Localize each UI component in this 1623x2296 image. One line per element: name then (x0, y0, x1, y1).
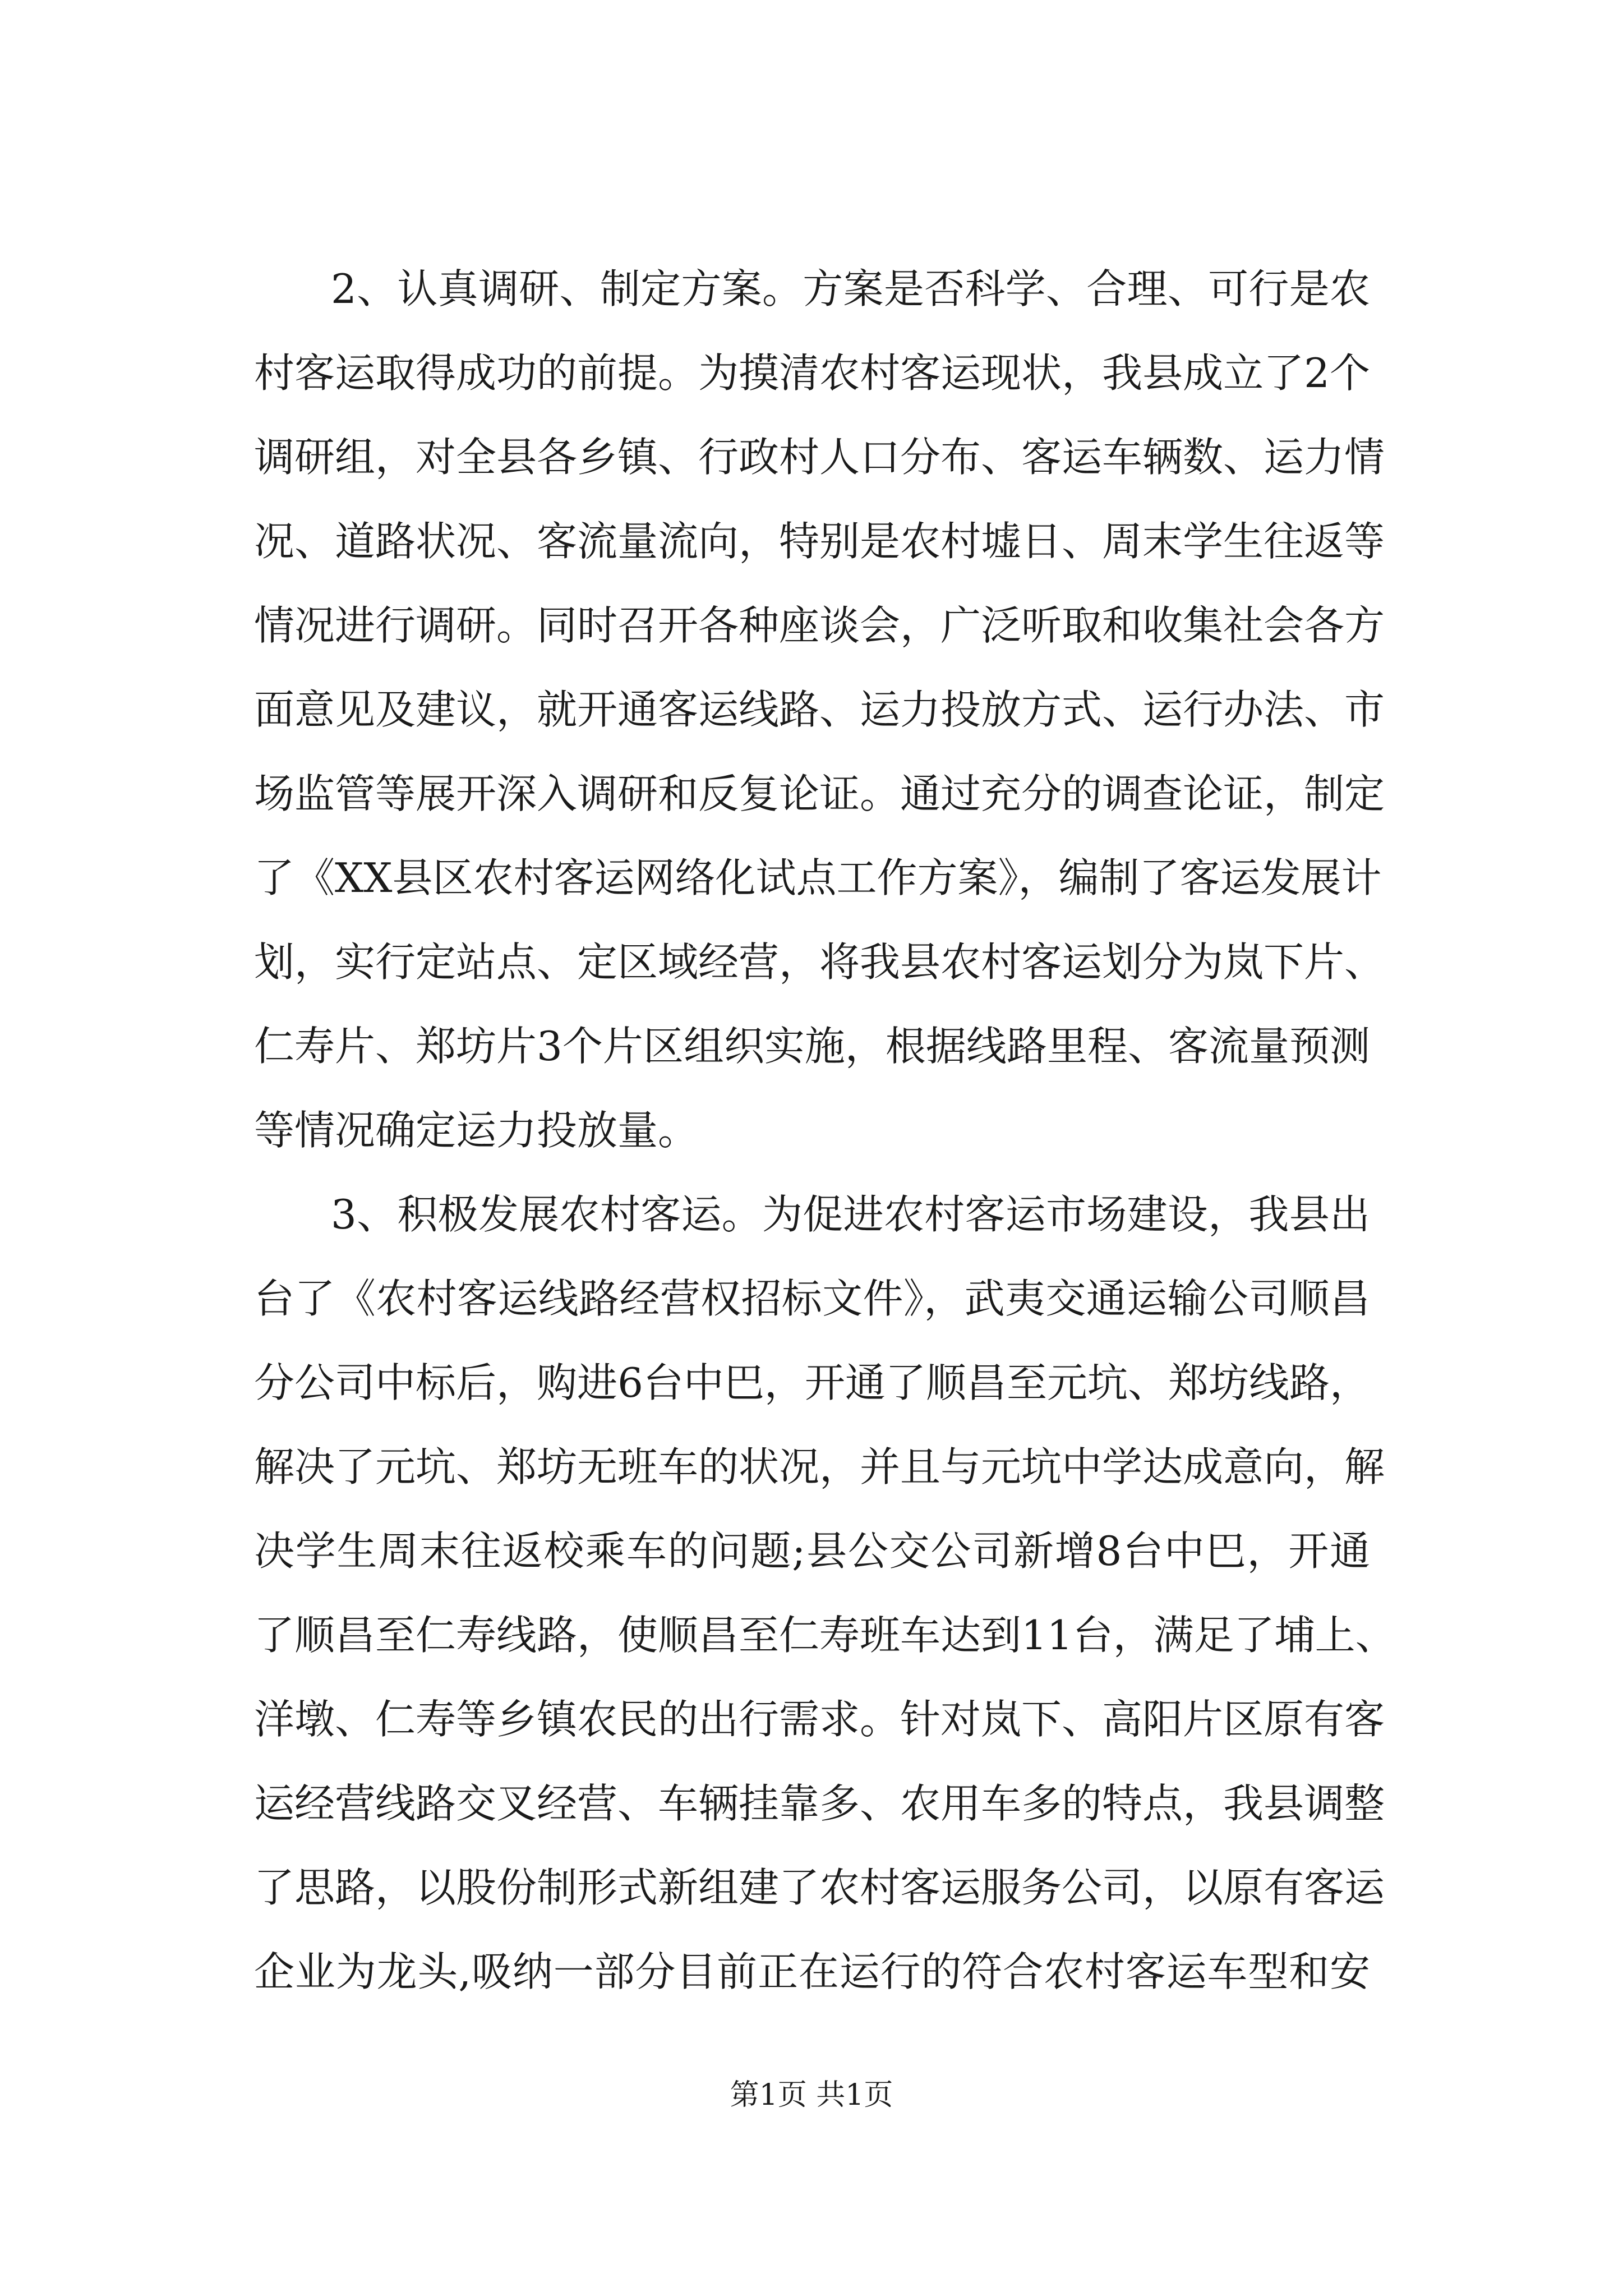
paragraph-line: 仁寿片、郑坊片3个片区组织实施，根据线路里程、客流量预测 (254, 1023, 1370, 1070)
paragraph-line: 村客运取得成功的前提。为摸清农村客运现状，我县成立了2个 (254, 349, 1370, 397)
paragraph-line: 划，实行定站点、定区域经营，将我县农村客运划分为岚下片、 (254, 938, 1385, 986)
page-number-label: 第1页 共1页 (730, 2078, 893, 2112)
paragraph-line: 洋墩、仁寿等乡镇农民的出行需求。针对岚下、高阳片区原有客 (254, 1696, 1385, 1743)
paragraph-line: 2、认真调研、制定方案。方案是否科学、合理、可行是农 (331, 265, 1370, 312)
paragraph-line: 3、积极发展农村客运。为促进农村客运市场建设，我县出 (331, 1191, 1370, 1238)
paragraph-line: 了思路，以股份制形式新组建了农村客运服务公司，以原有客运 (254, 1864, 1385, 1911)
paragraph-line: 场监管等展开深入调研和反复论证。通过充分的调查论证，制定 (254, 770, 1385, 817)
paragraph-line: 情况进行调研。同时召开各种座谈会，广泛听取和收集社会各方 (254, 602, 1385, 649)
page-footer (0, 2076, 1623, 2115)
paragraph-line: 等情况确定运力投放量。 (254, 1107, 699, 1154)
paragraph-line: 了《XX县区农村客运网络化试点工作方案》，编制了客运发展计 (254, 854, 1382, 901)
paragraph-line: 面意见及建议，就开通客运线路、运力投放方式、运行办法、市 (254, 686, 1385, 733)
paragraph-line: 况、道路状况、客流量流向，特别是农村墟日、周末学生往返等 (254, 518, 1385, 565)
paragraph-line: 台了《农村客运线路经营权招标文件》，武夷交通运输公司顺昌 (254, 1275, 1370, 1322)
document-body (254, 247, 1396, 2014)
paragraph-line: 决学生周末往返校乘车的问题;县公交公司新增8台中巴，开通 (254, 1527, 1370, 1575)
paragraph-line: 分公司中标后，购进6台中巴，开通了顺昌至元坑、郑坊线路， (254, 1359, 1370, 1406)
paragraph-line: 了顺昌至仁寿线路，使顺昌至仁寿班车达到11台，满足了埔上、 (254, 1612, 1396, 1659)
paragraph-line: 企业为龙头,吸纳一部分目前正在运行的符合农村客运车型和安 (254, 1948, 1370, 1995)
paragraph-line: 调研组，对全县各乡镇、行政村人口分布、客运车辆数、运力情 (254, 434, 1385, 481)
paragraph-line: 解决了元坑、郑坊无班车的状况，并且与元坑中学达成意向，解 (254, 1443, 1385, 1490)
paragraph-line: 运经营线路交叉经营、车辆挂靠多、农用车多的特点，我县调整 (254, 1780, 1385, 1827)
